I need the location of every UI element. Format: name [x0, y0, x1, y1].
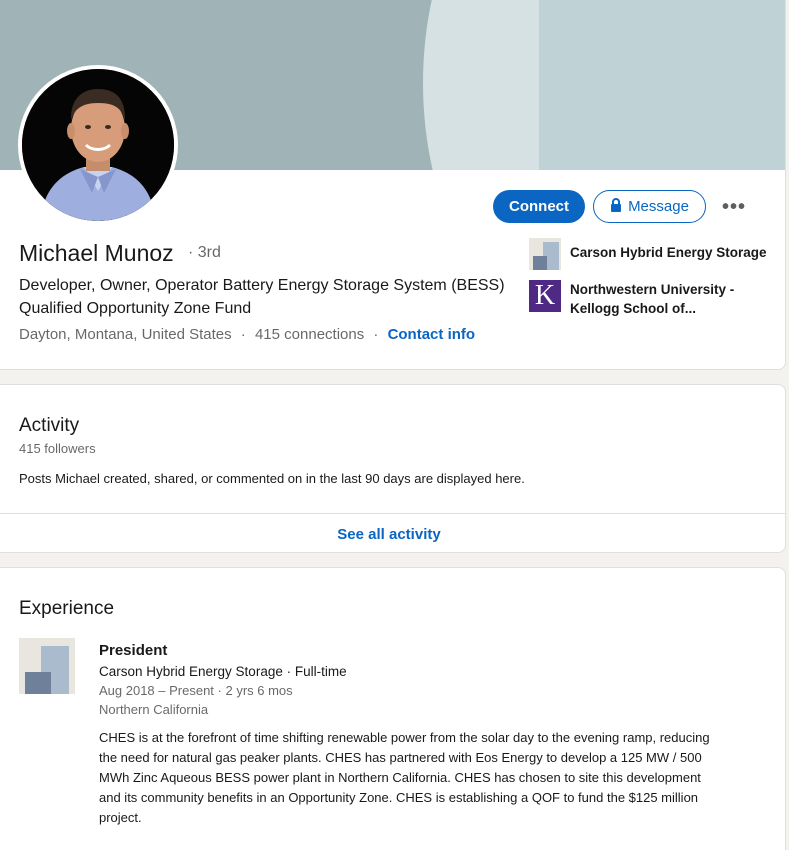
separator: ·: [240, 326, 246, 343]
message-button[interactable]: [593, 190, 706, 223]
profile-location: Dayton, Montana, United States: [19, 326, 232, 343]
profile-name: Michael Munoz: [19, 240, 174, 266]
experience-dates: Aug 2018 – Present · 2 yrs 6 mos: [99, 683, 293, 698]
education-link[interactable]: [529, 280, 780, 318]
experience-description: CHES is at the forefront of time shifting renewable power from the solar day to the evening ramp, reducing the need for natural gas peaker plants. CHES has partnered with Eos Energy to develop a 125 MW / 500 MWh Zinc Aqueous BESS power plant in Northern California. CHES has chosen to site this development and its community benefits in an Opportunity Zone. CHES is establishing a QOF to fund the $125 million project.: [99, 730, 710, 825]
company-logo[interactable]: [19, 638, 75, 694]
message-label: Message: [628, 198, 689, 215]
connection-degree: · 3rd: [188, 244, 221, 261]
more-icon[interactable]: •••: [721, 195, 746, 218]
activity-title: Activity: [19, 415, 80, 436]
school-logo: [529, 280, 561, 312]
experience-position-title: President: [99, 642, 168, 659]
school-logo-letter: K: [534, 280, 556, 311]
profile-photo: [22, 69, 174, 221]
separator: ·: [373, 326, 379, 343]
location-line: [19, 326, 475, 343]
experience-location: Northern California: [99, 702, 209, 717]
contact-info-link[interactable]: Contact info: [387, 326, 476, 343]
experience-card: [0, 567, 786, 850]
profile-card: [0, 0, 786, 370]
current-company-name: Carson Hybrid Energy Storage: [570, 245, 767, 260]
current-company-link[interactable]: [529, 238, 780, 270]
experience-company: Carson Hybrid Energy Storage · Full-time: [99, 664, 347, 679]
lock-icon: [610, 198, 622, 216]
connect-button[interactable]: Connect: [493, 190, 585, 223]
experience-title: Experience: [19, 598, 115, 619]
connections-count[interactable]: 415 connections: [254, 326, 365, 343]
education-name: Northwestern University - Kellogg School of...: [570, 282, 735, 316]
activity-card: [0, 384, 786, 553]
profile-headline: Developer, Owner, Operator Battery Energy Storage System (BESS) Qualified Opportunity Zone Fund: [19, 277, 505, 317]
banner-panel: [539, 0, 786, 170]
activity-description: Posts Michael created, shared, or commented on in the last 90 days are displayed here.: [19, 471, 525, 486]
followers-count: 415 followers: [19, 441, 96, 456]
see-all-activity-link[interactable]: See all activity: [337, 525, 441, 543]
avatar[interactable]: [18, 65, 178, 225]
company-logo: [529, 238, 561, 270]
